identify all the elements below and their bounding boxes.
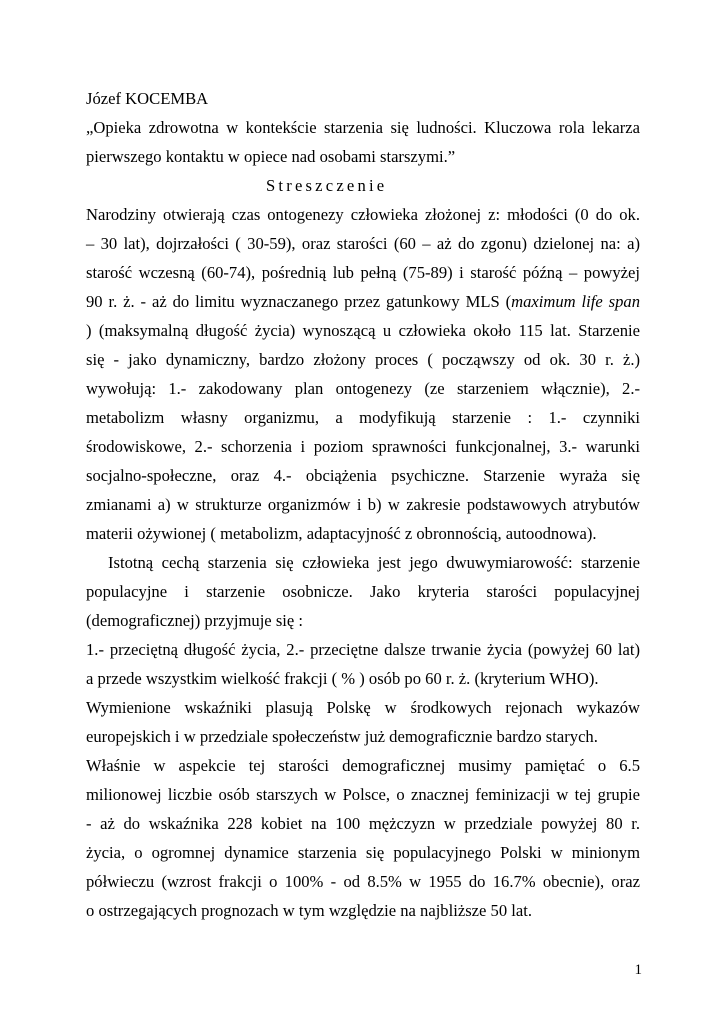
body-line-18: Wymienione wskaźniki plasują Polskę w środkowych rejonach wykazów: [86, 698, 640, 717]
body-line-14: populacyjne i starzenie osobnicze. Jako kryteria starości populacyjnej: [86, 582, 640, 601]
title-line-1: „Opieka zdrowotna w kontekście starzenia się ludności. Kluczowa rola lekarza: [86, 118, 640, 137]
body-line-19: europejskich i w przedziale społeczeństw już demograficznie bardzo starych.: [86, 727, 598, 746]
body-line-24: półwieczu (wzrost frakcji o 100% - od 8.5% w 1955 do 16.7% obecnie), oraz: [86, 872, 640, 891]
body-line-17: a przede wszystkim wielkość frakcji ( % ) osób po 60 r. ż. (kryterium WHO).: [86, 669, 599, 688]
italic-mls-term: maximum life span: [511, 292, 640, 311]
body-line-13: Istotną cechą starzenia się człowieka jest jego dwuwymiarowość: starzenie: [108, 553, 640, 572]
body-line-1: Narodziny otwierają czas ontogenezy człowieka złożonej z: młodości (0 do ok.: [86, 205, 640, 224]
body-line-23: życia, o ogromnej dynamice starzenia się populacyjnego Polski w minionym: [86, 843, 640, 862]
document-text: [86, 84, 640, 925]
body-line-12: materii ożywionej ( metabolizm, adaptacyjność z obronnością, autoodnowa).: [86, 524, 597, 543]
body-line-7: wywołują: 1.- zakodowany plan ontogenezy (ze starzeniem włącznie), 2.-: [86, 379, 640, 398]
body-line-8: metabolizm własny organizmu, a modyfikują starzenie : 1.- czynniki: [86, 408, 640, 427]
body-line-9: środowiskowe, 2.- schorzenia i poziom sprawności funkcjonalnej, 3.- warunki: [86, 437, 640, 456]
body-line-21: milionowej liczbie osób starszych w Polsce, o znacznej feminizacji w tej grupie: [86, 785, 640, 804]
title-line-2: pierwszego kontaktu w opiece nad osobami starszymi.”: [86, 147, 456, 166]
body-line-3: starość wczesną (60-74), pośrednią lub pełną (75-89) i starość późną – powyżej: [86, 263, 640, 282]
summary-heading: Streszczenie: [266, 176, 388, 195]
body-line-10: socjalno-społeczne, oraz 4.- obciążenia psychiczne. Starzenie wyraża się: [86, 466, 640, 485]
page-number: 1: [634, 962, 642, 978]
author-name: Józef KOCEMBA: [86, 89, 209, 108]
body-line-5: ) (maksymalną długość życia) wynoszącą u człowieka około 115 lat. Starzenie: [86, 321, 640, 340]
body-line-6: się - jako dynamiczny, bardzo złożony proces ( począwszy od ok. 30 r. ż.): [86, 350, 640, 369]
body-line-20: Właśnie w aspekcie tej starości demograficznej musimy pamiętać o 6.5: [86, 756, 640, 775]
body-line-2: – 30 lat), dojrzałości ( 30-59), oraz starości (60 – aż do zgonu) dzielonej na: a): [86, 234, 640, 253]
body-line-25: o ostrzegających prognozach w tym względzie na najbliższe 50 lat.: [86, 901, 533, 920]
body-line-11: zmianami a) w strukturze organizmów i b) w zakresie podstawowych atrybutów: [86, 495, 640, 514]
body-line-16: 1.- przeciętną długość życia, 2.- przeciętne dalsze trwanie życia (powyżej 60 lat): [86, 640, 640, 659]
body-line-4-text: 90 r. ż. - aż do limitu wyznaczanego przez gatunkowy MLS (: [86, 292, 512, 311]
body-line-22: - aż do wskaźnika 228 kobiet na 100 mężczyzn w przedziale powyżej 80 r.: [86, 814, 640, 833]
body-line-15: (demograficznej) przyjmuje się :: [86, 611, 304, 630]
body-line-4: [86, 287, 640, 316]
